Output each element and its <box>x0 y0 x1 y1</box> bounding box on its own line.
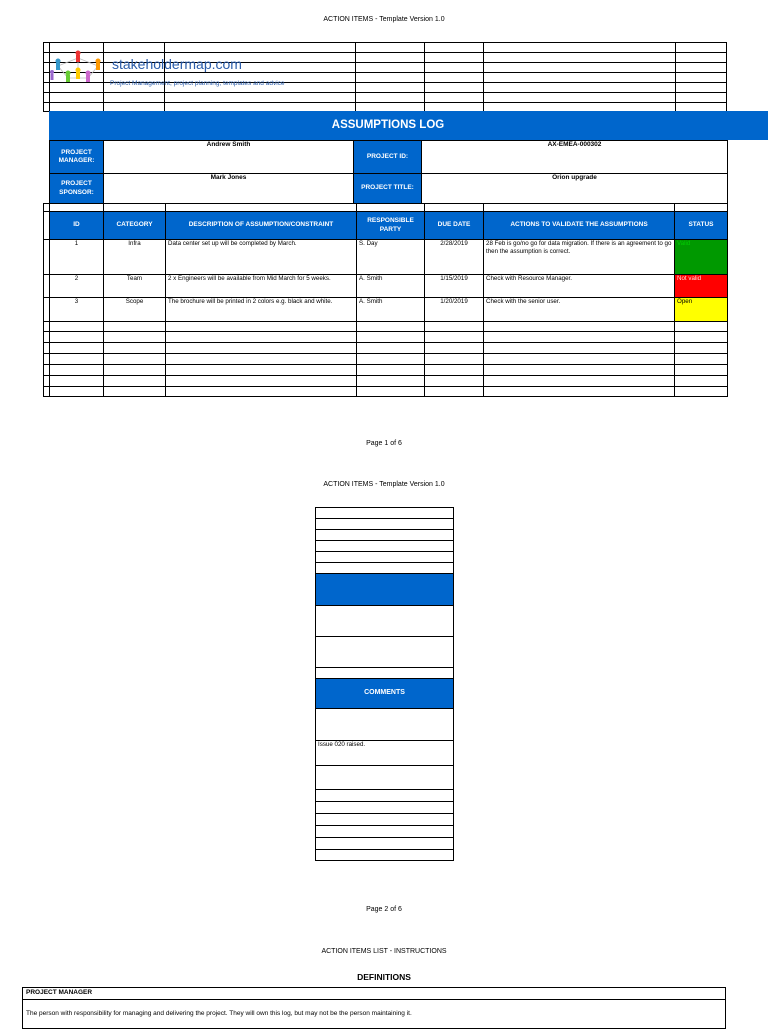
page2-table <box>315 507 454 861</box>
logo <box>48 48 348 90</box>
page2-footer: Page 2 of 6 <box>366 906 402 913</box>
col-actions: ACTIONS TO VALIDATE THE ASSUMPTIONS <box>484 212 675 240</box>
comment-row: Issue 020 raised. <box>316 741 454 766</box>
page3-header: ACTION ITEMS LIST - INSTRUCTIONS <box>321 948 447 955</box>
comments-header: COMMENTS <box>316 679 454 709</box>
logo-name: stakeholdermap.com <box>112 56 242 72</box>
row-status: Open <box>675 298 728 322</box>
row-category: Infra <box>104 240 166 275</box>
pm-definition-label: PROJECT MANAGER <box>26 989 93 996</box>
definitions-title: DEFINITIONS <box>357 972 411 982</box>
assumptions-table <box>43 203 728 397</box>
logo-tagline: Project Management, project planning, templates and advice <box>110 80 285 87</box>
col-responsible-party: RESPONSIBLE PARTY <box>357 212 425 240</box>
row-party: S. Day <box>357 240 425 275</box>
col-status: STATUS <box>675 212 728 240</box>
project-id-label: PROJECT ID: <box>354 141 422 174</box>
definitions-box <box>22 987 726 1029</box>
row-category: Team <box>104 275 166 298</box>
row-id: 2 <box>50 275 104 298</box>
project-title-label: PROJECT TITLE: <box>354 174 422 204</box>
row-actions: Check with the senior user. <box>484 298 675 322</box>
row-status: Valid <box>675 240 728 275</box>
row-party: A. Smith <box>357 275 425 298</box>
row-description: The brochure will be printed in 2 colors e.g. black and white. <box>166 298 357 322</box>
page2-header: ACTION ITEMS - Template Version 1.0 <box>323 481 445 488</box>
row-status: Not valid <box>675 275 728 298</box>
row-actions: 28 Feb is go/no go for data migration. If there is an agreement to go then the assumption is correct. <box>484 240 675 275</box>
project-info-table <box>49 140 728 204</box>
pm-definition-text: The person with responsibility for managing and delivering the project. They will own this log, but may not be the person maintaining it. <box>26 1010 412 1017</box>
row-id: 3 <box>50 298 104 322</box>
project-id-value: AX-EMEA-000302 <box>422 141 728 174</box>
col-description: DESCRIPTION OF ASSUMPTION/CONSTRAINT <box>166 212 357 240</box>
col-id: ID <box>50 212 104 240</box>
project-manager-label: PROJECT MANAGER: <box>50 141 104 174</box>
project-title-value: Orion upgrade <box>422 174 728 204</box>
project-manager-value: Andrew Smith <box>104 141 354 174</box>
row-actions: Check with Resource Manager. <box>484 275 675 298</box>
col-category: CATEGORY <box>104 212 166 240</box>
page1-footer: Page 1 of 6 <box>366 440 402 447</box>
row-id: 1 <box>50 240 104 275</box>
row-category: Scope <box>104 298 166 322</box>
page2-blue-bar <box>316 574 454 606</box>
project-sponsor-label: PROJECT SPONSOR: <box>50 174 104 204</box>
table-row <box>44 298 728 322</box>
table-row <box>44 240 728 275</box>
people-network-icon <box>48 48 110 88</box>
table-row <box>44 275 728 298</box>
title-bar-extension <box>727 111 768 140</box>
row-party: A. Smith <box>357 298 425 322</box>
row-description: 2 x Engineers will be available from Mid March for 5 weeks. <box>166 275 357 298</box>
row-description: Data center set up will be completed by March. <box>166 240 357 275</box>
row-due: 1/20/2019 <box>425 298 484 322</box>
row-due: 2/28/2019 <box>425 240 484 275</box>
page1-header: ACTION ITEMS - Template Version 1.0 <box>323 16 445 23</box>
row-due: 1/15/2019 <box>425 275 484 298</box>
col-due-date: DUE DATE <box>425 212 484 240</box>
project-sponsor-value: Mark Jones <box>104 174 354 204</box>
assumptions-log-title: ASSUMPTIONS LOG <box>49 111 727 140</box>
